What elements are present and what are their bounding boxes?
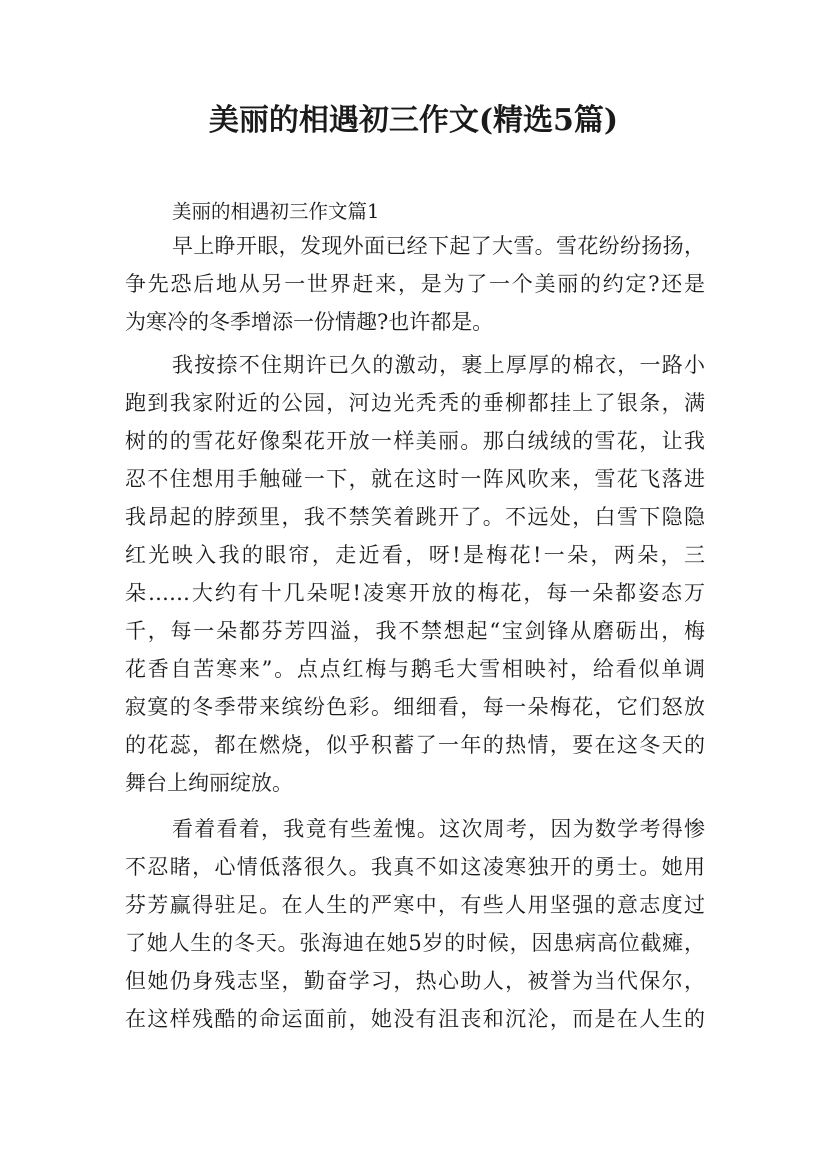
paragraph-line: 了她人生的冬天。张海迪在她5岁的时候，因患病高位截瘫， [125, 931, 705, 955]
paragraph-line: 早上睁开眼，发现外面已经下起了大雪。雪花纷纷扬扬， [172, 234, 705, 258]
paragraph-2 [125, 346, 705, 802]
paragraph-line: 树的的雪花好像梨花开放一样美丽。那白绒绒的雪花，让我 [125, 429, 705, 453]
paragraph-line: 花香自苦寒来”。点点红梅与鹅毛大雪相映衬，给看似单调 [125, 657, 705, 681]
paragraph-line: 跑到我家附近的公园，河边光秃秃的垂柳都挂上了银条，满 [125, 391, 705, 415]
paragraph-1 [125, 227, 705, 341]
paragraph-line: 但她仍身残志坚，勤奋学习，热心助人，被誉为当代保尔， [125, 969, 705, 993]
paragraph-line: 我昂起的脖颈里，我不禁笑着跳开了。不远处，白雪下隐隐 [125, 505, 705, 529]
paragraph-line: 我按捺不住期许已久的激动，裹上厚厚的棉衣，一路小 [172, 353, 705, 377]
paragraph-line: 舞台上绚丽绽放。 [125, 771, 293, 795]
paragraph-line: 朵……大约有十几朵呢!凌寒开放的梅花，每一朵都姿态万 [125, 581, 705, 605]
paragraph-3 [125, 810, 705, 1038]
paragraph-line: 看着看着，我竟有些羞愧。这次周考，因为数学考得惨 [172, 817, 705, 841]
paragraph-line: 不忍睹，心情低落很久。我真不如这凌寒独开的勇士。她用 [125, 855, 705, 879]
paragraph-line: 红光映入我的眼帘，走近看，呀!是梅花!一朵，两朵，三 [125, 543, 705, 567]
paragraph-line: 千，每一朵都芬芳四溢，我不禁想起“宝剑锋从磨砺出，梅 [125, 619, 705, 643]
section-heading: 美丽的相遇初三作文篇1 [172, 200, 380, 223]
paragraph-line: 在这样残酷的命运面前，她没有沮丧和沉沦，而是在人生的 [125, 1007, 705, 1031]
paragraph-line: 忍不住想用手触碰一下，就在这时一阵风吹来，雪花飞落进 [125, 467, 705, 491]
paragraph-line: 为寒冷的冬季增添一份情趣?也许都是。 [125, 310, 494, 334]
paragraph-line: 寂寞的冬季带来缤纷色彩。细细看，每一朵梅花，它们怒放 [125, 695, 705, 719]
document-title: 美丽的相遇初三作文(精选5篇) [208, 103, 619, 138]
paragraph-line: 的花蕊，都在燃烧，似乎积蓄了一年的热情，要在这冬天的 [125, 733, 705, 757]
paragraph-line: 芬芳赢得驻足。在人生的严寒中，有些人用坚强的意志度过 [125, 893, 705, 917]
paragraph-line: 争先恐后地从另一世界赶来，是为了一个美丽的约定?还是 [125, 272, 705, 296]
